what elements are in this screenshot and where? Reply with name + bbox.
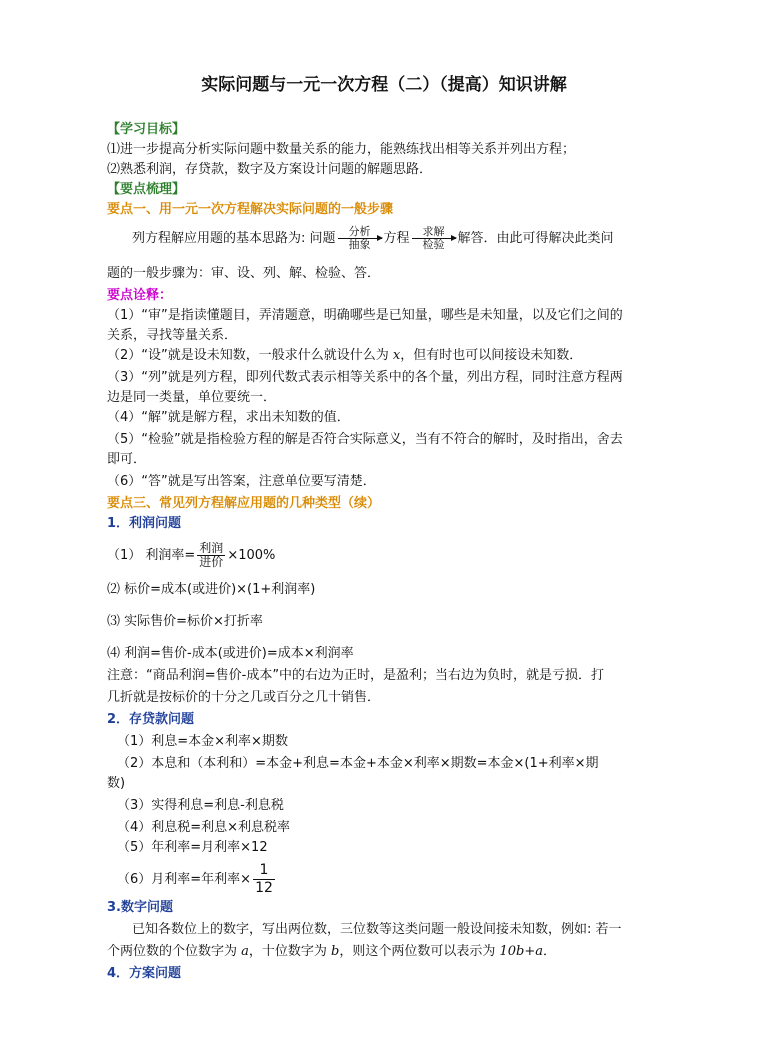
profit-formula-1 — [107, 542, 667, 569]
arrow2-top: 求解 — [422, 225, 445, 238]
point3-title: 要点三、常见列方程解应用题的几种类型（续） — [107, 496, 381, 511]
point1-title: 要点一、用一元一次方程解决实际问题的一般步骤 — [107, 202, 394, 217]
deposit-formula-5: （5）年利率=月利率×12 — [117, 840, 268, 855]
point1-intro-b: 方程 — [383, 231, 410, 246]
digit-line-1: 已知各数位上的数字，写出两位数，三位数等这类问题一般设间接未知数，例如: 若一 — [132, 922, 622, 937]
arrow1-bottom: 抽象 — [348, 238, 371, 251]
monthly-rate-fraction — [253, 862, 275, 897]
digit-2d: ． — [543, 944, 557, 959]
deposit-formula-1: （1）利息=本金×利率×期数 — [117, 734, 288, 749]
deposit-f6-a: （6）月利率=年利率× — [117, 872, 252, 887]
deposit-formula-6 — [117, 862, 677, 897]
profit-rate-fraction — [197, 542, 225, 569]
deposit-f6-num: 1 — [253, 862, 275, 880]
note-1b: 关系，寻找等量关系． — [107, 328, 238, 343]
digit-var-a: a — [241, 944, 249, 959]
note-4: （4）“解”就是解方程，求出未知数的值． — [107, 410, 350, 425]
digit-2c: ，则这个两位数可以表示为 — [339, 944, 500, 959]
profit-formula-4: ⑷ 利润=售价-成本(或进价)=成本×利润率 — [107, 646, 354, 661]
profit-formula-3: ⑶ 实际售价=标价×打折率 — [107, 614, 263, 629]
deposit-formula-4: （4）利息税=利息×利息税率 — [117, 820, 291, 835]
profit-f1-b: ×100% — [227, 548, 276, 563]
arrow1-top: 分析 — [348, 225, 371, 238]
point1-intro-line2: 题的一般步骤为：审、设、列、解、检验、答． — [107, 266, 381, 281]
point1-intro-c: 解答．由此可得解决此类问 — [457, 231, 614, 246]
note-3b: 边是同一类量，单位要统一． — [107, 390, 277, 405]
profit-formula-2: ⑵ 标价=成本(或进价)×(1+利润率) — [107, 582, 316, 597]
note-5b: 即可． — [107, 452, 147, 467]
digit-var-b: b — [331, 944, 340, 959]
deposit-formula-3: （3）实得利息=利息-利息税 — [117, 798, 284, 813]
arrow2-bottom: 检验 — [422, 238, 445, 251]
notes-title: 要点诠释： — [107, 288, 173, 303]
points-header: 【要点梳理】 — [107, 182, 186, 197]
point1-intro-a: 列方程解应用题的基本思路为: 问题 — [132, 231, 336, 246]
digit-expression: 10b+a — [499, 944, 544, 959]
arrow1-line — [338, 238, 382, 239]
note-2-a: （2）“设”就是设未知数，一般求什么就设什么为 — [107, 348, 389, 363]
profit-f1-num: 利润 — [199, 541, 224, 555]
digit-title: 3.数字问题 — [107, 900, 173, 915]
deposit-title: 2．存贷款问题 — [107, 712, 195, 727]
analyze-arrow — [338, 226, 382, 251]
deposit-formula-2b: 数) — [107, 776, 126, 791]
goal-2: ⑵熟悉利润，存贷款，数字及方案设计问题的解题思路． — [107, 162, 433, 177]
plan-title: 4．方案问题 — [107, 966, 182, 981]
note-2 — [107, 346, 667, 366]
deposit-formula-2a: （2）本息和（本利和）=本金+利息=本金+本金×利率×期数=本金×(1+利率×期 — [117, 756, 599, 771]
solve-arrow — [412, 226, 456, 251]
note-1a: （1）“审”是指读懂题目，弄清题意，明确哪些是已知量，哪些是未知量，以及它们之间的 — [107, 308, 623, 323]
note-5a: （5）“检验”就是指检验方程的解是否符合实际意义，当有不符合的解时，及时指出，舍去 — [107, 432, 623, 447]
profit-f1-den: 进价 — [199, 555, 224, 569]
digit-line-2 — [107, 942, 667, 962]
note-3a: （3）“列”就是列方程，即列代数式表示相等关系中的各个量，列出方程，同时注意方程两 — [107, 370, 623, 385]
note-6: （6）“答”就是写出答案，注意单位要写清楚． — [107, 474, 376, 489]
profit-f1-a: （1） 利润率= — [107, 548, 196, 563]
digit-2b: ，十位数字为 — [248, 944, 332, 959]
document-title: 实际问题与一元一次方程（二）（提高）知识讲解 — [201, 75, 567, 95]
digit-2a: 个两位数的个位数字为 — [107, 944, 242, 959]
goals-header: 【学习目标】 — [107, 122, 186, 137]
deposit-f6-den: 12 — [255, 880, 273, 896]
arrow2-line — [412, 238, 456, 239]
point1-intro-line1 — [132, 226, 692, 251]
profit-note-2: 几折就是按标价的十分之几或百分之几十销售． — [107, 690, 381, 705]
profit-title: 1．利润问题 — [107, 516, 182, 531]
note-2-b: ，但有时也可以间接设未知数． — [400, 348, 583, 363]
note-2-var: x — [392, 348, 401, 363]
goal-1: ⑴进一步提高分析实际问题中数量关系的能力，能熟练找出相等关系并列出方程； — [107, 142, 576, 157]
profit-note-1: 注意：“商品利润=售价-成本”中的右边为正时，是盈利；当右边为负时，就是亏损．打 — [107, 668, 605, 683]
